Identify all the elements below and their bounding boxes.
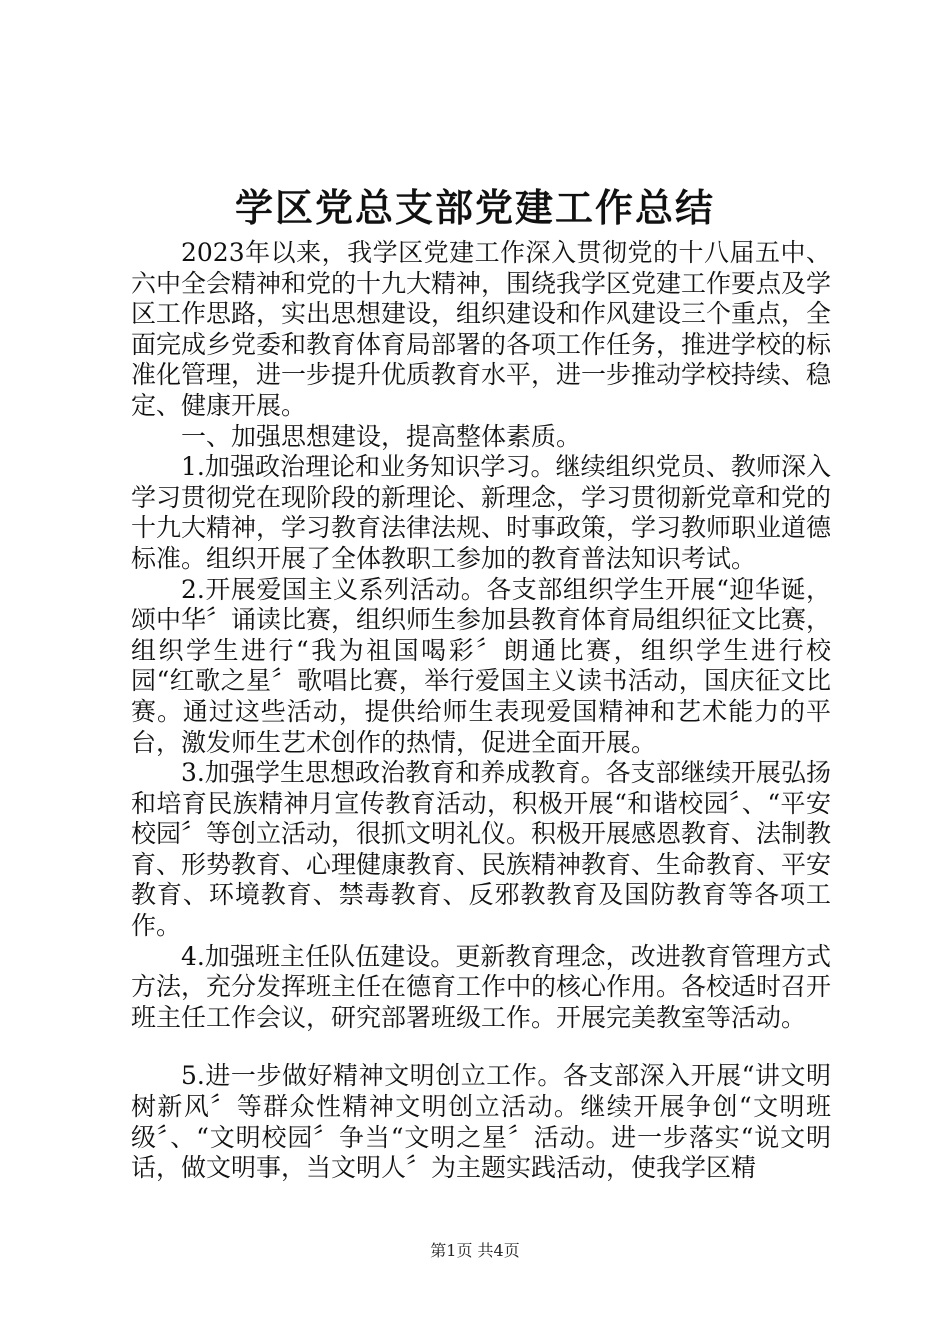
document-title: 学区党总支部党建工作总结 — [234, 185, 715, 230]
paragraph-intro: 2023年以来，我学区党建工作深入贯彻党的十八届五中、六中全会精神和党的十九大精神，围绕我学区党建工作要点及学区工作思路，实出思想建设，组织建设和作风建设三个重点，全面完成乡党委和教育体育局部署的各项工作任务，推进学校的标准化管理，进一步提升优质教育水平，进一步推动学校持续、稳定、健康开展。 — [131, 238, 832, 420]
paragraph-item-1: 1.加强政治理论和业务知识学习。继续组织党员、教师深入学习贯彻党在现阶段的新理论、新理念，学习贯彻新党章和党的十九大精神，学习教育法律法规、时事政策，学习教师职业道德标准。组织开展了全体教职工参加的教育普法知识考试。 — [131, 452, 832, 573]
paragraph-item-3: 3.加强学生思想政治教育和养成教育。各支部继续开展弘扬和培育民族精神月宣传教育活动，积极开展“和谐校园〞、“平安校园〞等创立活动，很抓文明礼仪。积极开展感恩教育、法制教育、形势教育、心理健康教育、民族精神教育、生命教育、平安教育、环境教育、禁毒教育、反邪教教育及国防教育等各项工作。 — [131, 758, 832, 941]
paragraph-item-2: 2.开展爱国主义系列活动。各支部组织学生开展“迎华诞，颂中华〞诵读比赛，组织师生参加县教育体育局组织征文比赛，组织学生进行“我为祖国喝彩〞朗通比赛，组织学生进行校园“红歌之星〞歌唱比赛，举行爱国主义读书活动，国庆征文比赛。通过这些活动，提供给师生表现爱国精神和艺术能力的平台，激发师生艺术创作的热情，促进全面开展。 — [131, 574, 832, 757]
document-body — [131, 238, 831, 1184]
paragraph-item-5: 5.进一步做好精神文明创立工作。各支部深入开展“讲文明树新风〞等群众性精神文明创立活动。继续开展争创“文明班级〞、“文明校园〞争当“文明之星〞活动。进一步落实“说文明话，做文明事，当文明人〞为主题实践活动，使我学区精 — [131, 1061, 831, 1183]
paragraph-item-4: 4.加强班主任队伍建设。更新教育理念，改进教育管理方式方法，充分发挥班主任在德育工作中的核心作用。各校适时召开班主任工作会议，研究部署班级工作。开展完美教室等活动。 — [131, 941, 832, 1032]
page-footer: 第1页 共4页 — [430, 1241, 520, 1260]
section-heading-1: 一、加强思想建设，提高整体素质。 — [181, 421, 582, 451]
